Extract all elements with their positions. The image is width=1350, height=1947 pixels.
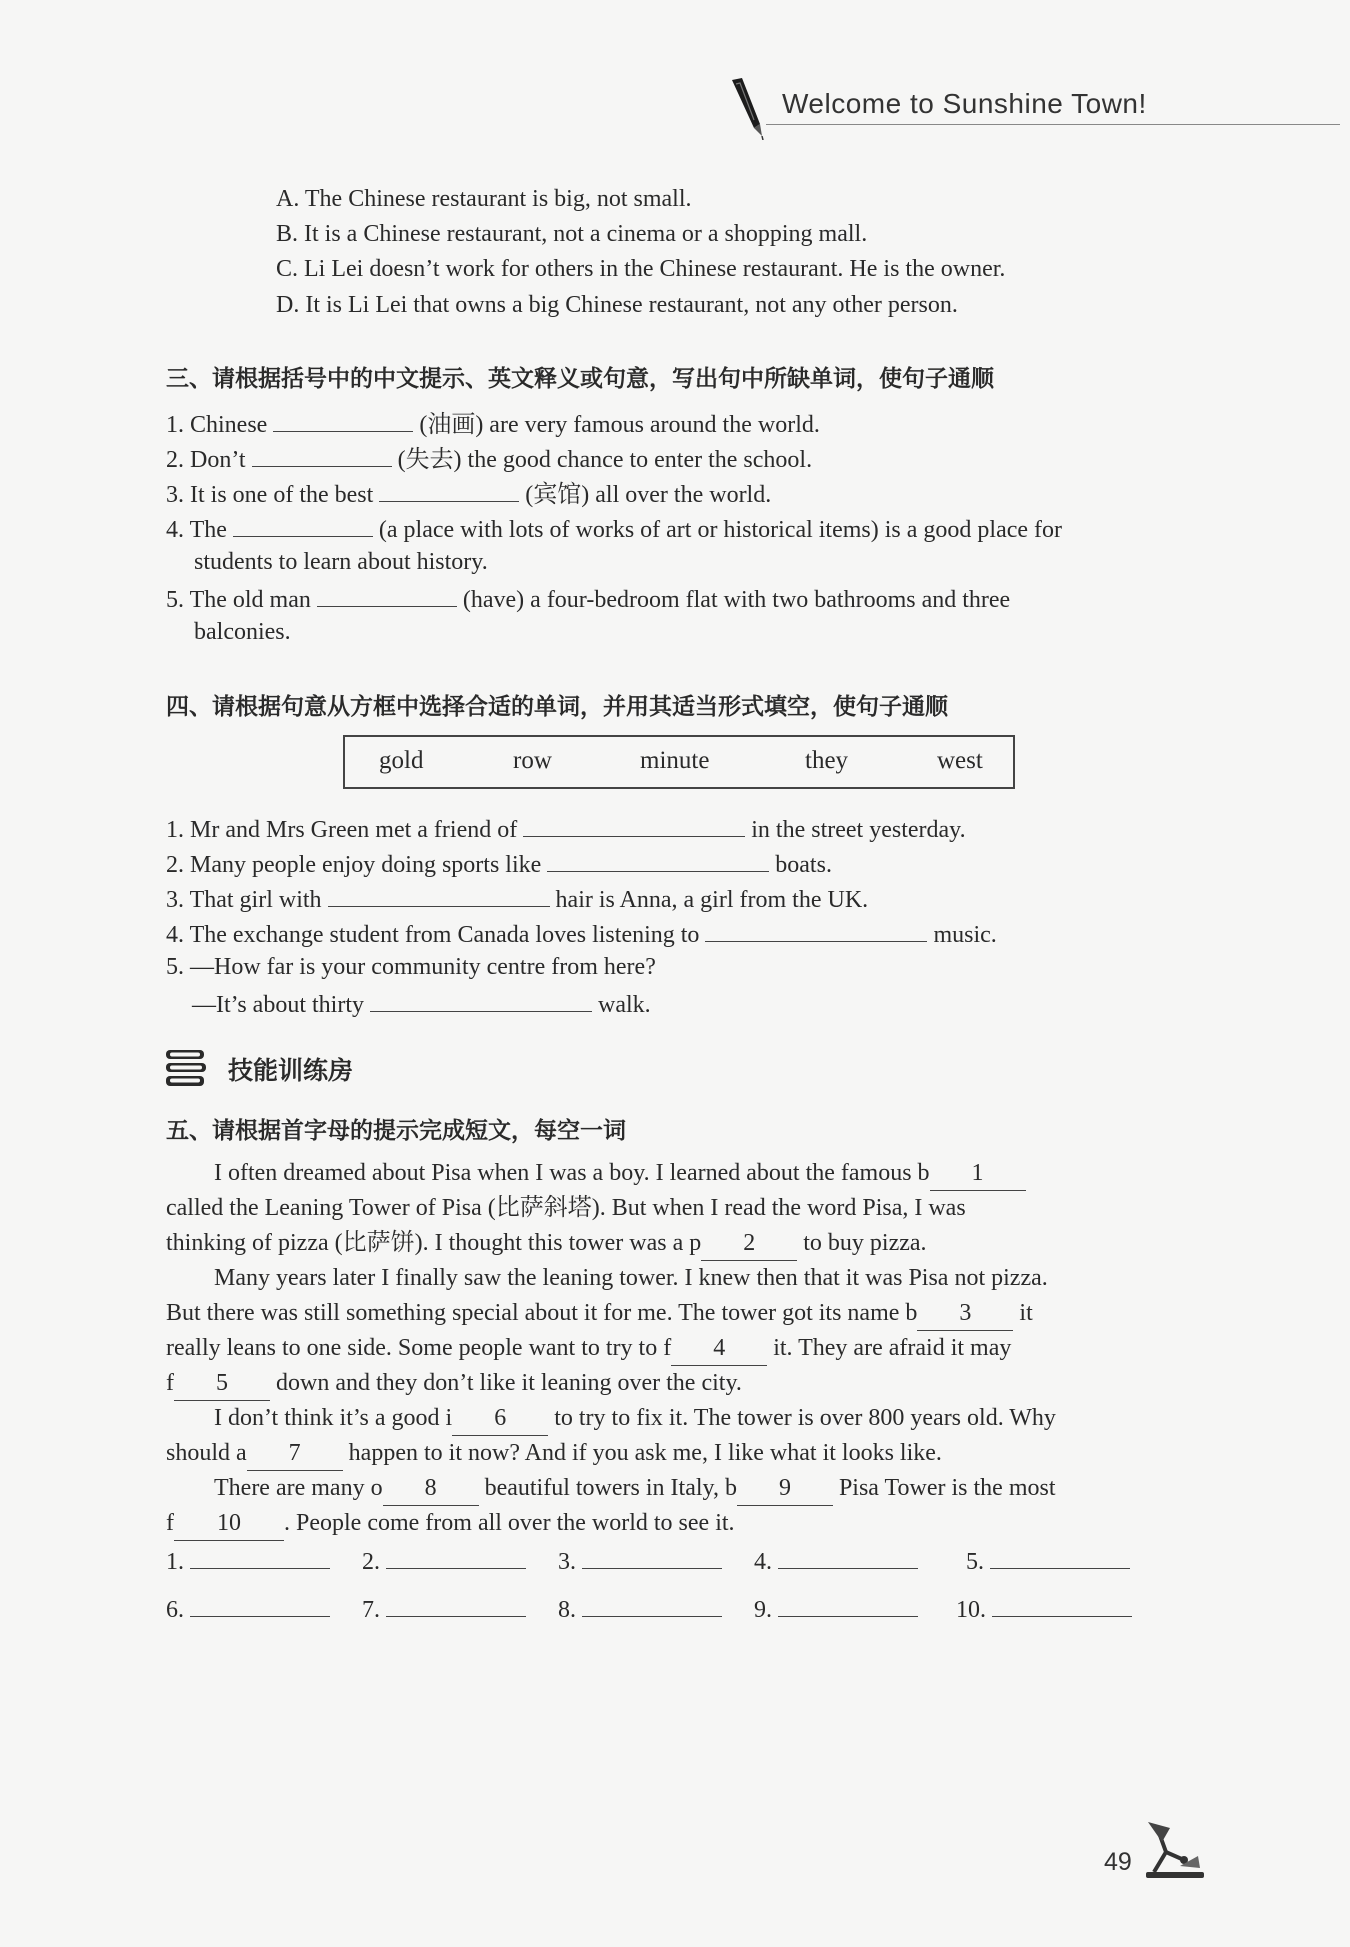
passage-text: f bbox=[166, 1370, 174, 1396]
section4-heading: 四、请根据句意从方框中选择合适的单词，并用其适当形式填空，使句子通顺 bbox=[166, 694, 948, 720]
word-box bbox=[343, 735, 1015, 789]
passage-blank[interactable]: 10 bbox=[174, 1506, 284, 1541]
answer-blank[interactable] bbox=[992, 1590, 1132, 1617]
item-text: 4. The bbox=[166, 517, 233, 543]
passage-text: Pisa Tower is the most bbox=[832, 1475, 1056, 1501]
item-text: 2. Many people enjoy doing sports like bbox=[166, 852, 548, 878]
book-stack-icon bbox=[164, 1048, 208, 1090]
section3-item-2 bbox=[166, 440, 812, 477]
item-text: 3. That girl with bbox=[166, 887, 328, 913]
passage-blank[interactable]: 6 bbox=[452, 1401, 548, 1436]
pen-icon bbox=[726, 78, 766, 140]
passage-line-11 bbox=[166, 1506, 735, 1541]
passage-text: happen to it now? And if you ask me, I like what it looks like. bbox=[342, 1440, 942, 1466]
answer-label: 9. bbox=[754, 1597, 772, 1623]
passage-line-8 bbox=[214, 1401, 1056, 1436]
item-text: 3. It is one of the best bbox=[166, 482, 380, 508]
answer-item-6 bbox=[166, 1590, 330, 1627]
answer-blank[interactable] bbox=[386, 1590, 526, 1617]
passage-text: I don’t think it’s a good i bbox=[214, 1405, 453, 1431]
passage-blank[interactable]: 2 bbox=[701, 1226, 797, 1261]
passage-text: it bbox=[1013, 1300, 1033, 1326]
section3-item-4-cont: students to learn about history. bbox=[194, 549, 488, 575]
item-text: (have) a four-bedroom flat with two bathrooms and three bbox=[456, 587, 1011, 613]
answer-blank[interactable] bbox=[547, 845, 769, 872]
answer-label: 4. bbox=[754, 1549, 772, 1575]
item-text: 5. The old man bbox=[166, 587, 317, 613]
section4-item-2 bbox=[166, 845, 832, 882]
answer-label: 3. bbox=[558, 1549, 576, 1575]
passage-text: But there was still something special about it for me. The tower got its name b bbox=[166, 1300, 918, 1326]
desk-lamp-icon bbox=[1140, 1818, 1210, 1880]
answer-item-4 bbox=[754, 1542, 918, 1579]
passage-blank[interactable]: 7 bbox=[247, 1436, 343, 1471]
word-option: west bbox=[937, 747, 983, 774]
section4-item-5: 5. —How far is your community centre from here? bbox=[166, 954, 656, 980]
answer-item-3 bbox=[558, 1542, 722, 1579]
passage-blank[interactable]: 5 bbox=[174, 1366, 270, 1401]
word-option: minute bbox=[640, 747, 710, 774]
option-c: C. Li Lei doesn’t work for others in the Chinese restaurant. He is the owner. bbox=[276, 256, 1006, 282]
section3-heading: 三、请根据括号中的中文提示、英文释义或句意，写出句中所缺单词，使句子通顺 bbox=[166, 366, 994, 392]
answer-label: 2. bbox=[362, 1549, 380, 1575]
answer-item-7 bbox=[362, 1590, 526, 1627]
passage-blank[interactable]: 1 bbox=[930, 1156, 1026, 1191]
answer-label: 6. bbox=[166, 1597, 184, 1623]
answer-label: 1. bbox=[166, 1549, 184, 1575]
passage-text: to buy pizza. bbox=[797, 1230, 927, 1256]
item-text: hair is Anna, a girl from the UK. bbox=[549, 887, 869, 913]
passage-text: really leans to one side. Some people want to try to f bbox=[166, 1335, 672, 1361]
item-text: music. bbox=[927, 922, 997, 948]
item-text: 1. Mr and Mrs Green met a friend of bbox=[166, 817, 524, 843]
passage-line-9 bbox=[166, 1436, 942, 1471]
passage-line-1 bbox=[214, 1156, 1026, 1191]
word-option: row bbox=[513, 747, 552, 774]
section3-item-5-cont: balconies. bbox=[194, 619, 291, 645]
answer-item-8 bbox=[558, 1590, 722, 1627]
item-text: —It’s about thirty bbox=[192, 992, 370, 1018]
answer-item-1 bbox=[166, 1542, 330, 1579]
answer-blank[interactable] bbox=[705, 915, 927, 942]
section3-item-3 bbox=[166, 475, 771, 512]
section4-item-3 bbox=[166, 880, 868, 917]
answer-blank[interactable] bbox=[582, 1590, 722, 1617]
passage-text: f bbox=[166, 1510, 174, 1536]
answer-blank[interactable] bbox=[778, 1542, 918, 1569]
item-text: 2. Don’t bbox=[166, 447, 252, 473]
passage-text: . People come from all over the world to see it. bbox=[284, 1510, 735, 1536]
passage-blank[interactable]: 4 bbox=[671, 1331, 767, 1366]
answer-blank[interactable] bbox=[233, 510, 373, 537]
option-d: D. It is Li Lei that owns a big Chinese restaurant, not any other person. bbox=[276, 292, 958, 318]
section3-item-1 bbox=[166, 405, 820, 442]
answer-label: 7. bbox=[362, 1597, 380, 1623]
item-text: 4. The exchange student from Canada loves listening to bbox=[166, 922, 706, 948]
answer-blank[interactable] bbox=[317, 580, 457, 607]
passage-text: it. They are afraid it may bbox=[767, 1335, 1012, 1361]
answer-item-10 bbox=[956, 1590, 1132, 1627]
answer-item-5 bbox=[966, 1542, 1130, 1579]
option-a: A. The Chinese restaurant is big, not small. bbox=[276, 186, 692, 212]
section3-item-5 bbox=[166, 580, 1010, 617]
item-text: 1. Chinese bbox=[166, 412, 274, 438]
answer-blank[interactable] bbox=[778, 1590, 918, 1617]
answer-blank[interactable] bbox=[370, 985, 592, 1012]
answer-blank[interactable] bbox=[190, 1542, 330, 1569]
section4-item-5-answer bbox=[192, 985, 651, 1022]
section4-item-1 bbox=[166, 810, 966, 847]
passage-line-6 bbox=[166, 1331, 1011, 1366]
answer-blank[interactable] bbox=[190, 1590, 330, 1617]
page-number: 49 bbox=[1104, 1848, 1132, 1876]
answer-blank[interactable] bbox=[328, 880, 550, 907]
answer-blank[interactable] bbox=[386, 1542, 526, 1569]
answer-blank[interactable] bbox=[273, 405, 413, 432]
passage-text: I often dreamed about Pisa when I was a boy. I learned about the famous b bbox=[214, 1160, 930, 1186]
item-text: (a place with lots of works of art or historical items) is a good place for bbox=[372, 517, 1063, 543]
header-divider bbox=[766, 124, 1340, 125]
passage-line-10 bbox=[214, 1471, 1056, 1506]
passage-text: beautiful towers in Italy, b bbox=[478, 1475, 737, 1501]
item-text: (失去) the good chance to enter the school. bbox=[391, 447, 813, 473]
passage-blank[interactable]: 8 bbox=[383, 1471, 479, 1506]
passage-text: should a bbox=[166, 1440, 247, 1466]
section3-item-4 bbox=[166, 510, 1062, 547]
answer-blank[interactable] bbox=[523, 810, 745, 837]
passage-line-4: Many years later I finally saw the leaning tower. I knew then that it was Pisa not pizza. bbox=[214, 1265, 1048, 1291]
answer-label: 5. bbox=[966, 1549, 984, 1575]
section4-item-4 bbox=[166, 915, 997, 952]
word-option: gold bbox=[379, 747, 424, 774]
passage-line-5 bbox=[166, 1296, 1033, 1331]
passage-text: There are many o bbox=[214, 1475, 383, 1501]
item-text: in the street yesterday. bbox=[745, 817, 966, 843]
passage-line-7 bbox=[166, 1366, 742, 1401]
answer-item-9 bbox=[754, 1590, 918, 1627]
passage-text: down and they don’t like it leaning over the city. bbox=[270, 1370, 742, 1396]
skill-section-title: 技能训练房 bbox=[228, 1056, 354, 1085]
answer-blank[interactable] bbox=[990, 1542, 1130, 1569]
item-text: boats. bbox=[769, 852, 832, 878]
passage-line-3 bbox=[166, 1226, 927, 1261]
item-text: walk. bbox=[591, 992, 651, 1018]
passage-text: to try to fix it. The tower is over 800 years old. Why bbox=[548, 1405, 1056, 1431]
passage-line-2: called the Leaning Tower of Pisa (比萨斜塔). But when I read the word Pisa, I was bbox=[166, 1195, 966, 1221]
answer-label: 8. bbox=[558, 1597, 576, 1623]
item-text: (油画) are very famous around the world. bbox=[413, 412, 820, 438]
answer-label: 10. bbox=[956, 1597, 986, 1623]
answer-blank[interactable] bbox=[379, 475, 519, 502]
option-b: B. It is a Chinese restaurant, not a cinema or a shopping mall. bbox=[276, 221, 868, 247]
passage-blank[interactable]: 9 bbox=[737, 1471, 833, 1506]
answer-blank[interactable] bbox=[252, 440, 392, 467]
passage-blank[interactable]: 3 bbox=[917, 1296, 1013, 1331]
header-title: Welcome to Sunshine Town! bbox=[782, 88, 1147, 119]
answer-item-2 bbox=[362, 1542, 526, 1579]
page-header bbox=[720, 78, 1350, 138]
section5-heading: 五、请根据首字母的提示完成短文，每空一词 bbox=[166, 1118, 626, 1144]
passage-text: thinking of pizza (比萨饼). I thought this tower was a p bbox=[166, 1230, 702, 1256]
answer-blank[interactable] bbox=[582, 1542, 722, 1569]
word-option: they bbox=[805, 747, 849, 774]
item-text: (宾馆) all over the world. bbox=[519, 482, 772, 508]
